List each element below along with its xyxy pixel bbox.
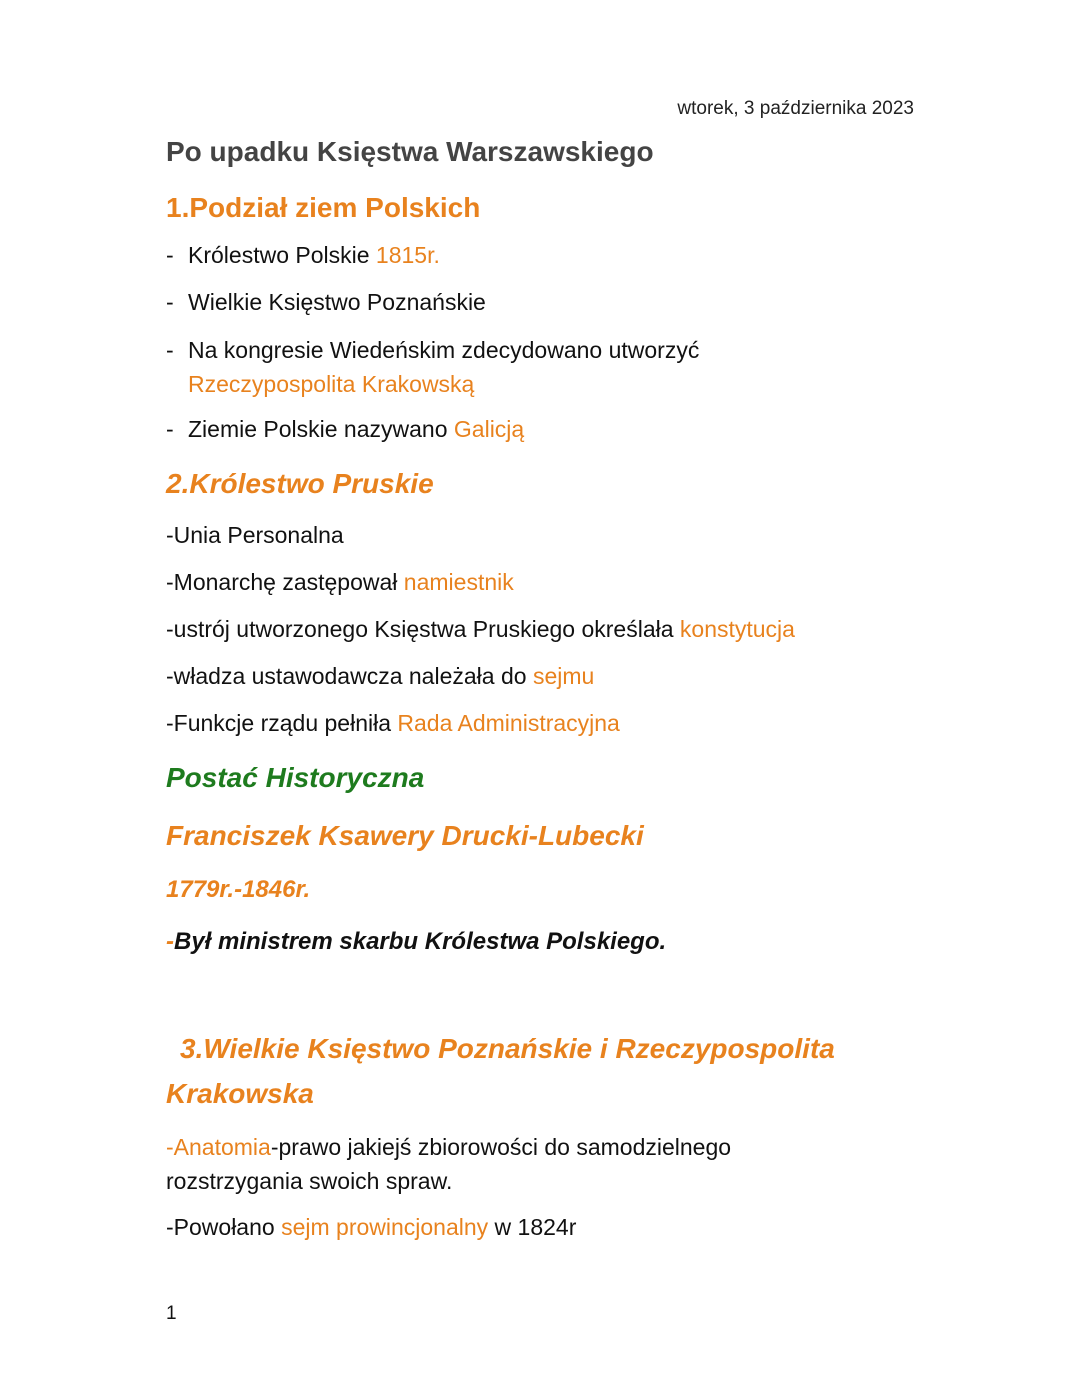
definition-paragraph xyxy=(166,1130,731,1198)
highlight-text: Rzeczypospolita Krakowską xyxy=(188,371,475,397)
highlight-text: 1815r. xyxy=(375,242,440,268)
section-1-heading: 1.Podział ziem Polskich xyxy=(166,192,481,223)
highlight-text: konstytucja xyxy=(679,616,795,642)
highlight-text: namiestnik xyxy=(403,569,514,595)
list-item xyxy=(166,616,795,643)
page-number: 1 xyxy=(166,1303,177,1324)
bullet-dash: - xyxy=(166,289,174,315)
figure-heading: Postać Historyczna xyxy=(166,762,425,793)
list-item xyxy=(166,1214,576,1241)
fact-dash: - xyxy=(166,928,174,955)
figure-name: Franciszek Ksawery Drucki-Lubecki xyxy=(166,820,644,851)
definition-term: -Anatomia xyxy=(166,1134,271,1160)
highlight-text: Galicją xyxy=(453,416,525,442)
list-item-text: Na kongresie Wiedeńskim zdecydowano utworzyć xyxy=(188,337,700,363)
bullet-dash: - xyxy=(166,416,174,442)
list-item xyxy=(166,333,699,401)
highlight-text: Rada Administracyjna xyxy=(397,710,620,736)
list-item-text: -Powołano xyxy=(166,1214,282,1240)
fact-text: Był ministrem skarbu Królestwa Polskiego. xyxy=(174,928,667,955)
highlight-text: sejmu xyxy=(532,663,595,689)
list-item xyxy=(166,710,620,737)
list-item-text: Ziemie Polskie nazywano xyxy=(188,416,454,442)
list-item xyxy=(166,569,514,596)
definition-text-cont: rozstrzygania swoich spraw. xyxy=(166,1168,453,1194)
list-item xyxy=(166,289,486,316)
section-3-heading-line1: 3.Wielkie Księstwo Poznańskie i Rzeczypospolita xyxy=(180,1033,835,1064)
bullet-dash: - xyxy=(166,242,174,268)
list-item-text: Wielkie Księstwo Poznańskie xyxy=(188,289,486,315)
page-title: Po upadku Księstwa Warszawskiego xyxy=(166,136,654,167)
document-date: wtorek, 3 października 2023 xyxy=(677,98,914,119)
list-item-text: -ustrój utworzonego Księstwa Pruskiego określała xyxy=(166,616,680,642)
list-item xyxy=(166,663,594,690)
list-item-text: Królestwo Polskie xyxy=(188,242,376,268)
section-3-heading-line2: Krakowska xyxy=(166,1078,314,1109)
list-item-text: -Funkcje rządu pełniła xyxy=(166,710,398,736)
list-item-text: -Monarchę zastępował xyxy=(166,569,404,595)
bullet-dash: - xyxy=(166,337,174,363)
definition-text: -prawo jakiejś zbiorowości do samodzielnego xyxy=(270,1134,732,1160)
list-item xyxy=(166,416,524,443)
figure-fact xyxy=(166,928,666,956)
list-item xyxy=(166,242,440,269)
list-item-text: -władza ustawodawcza należała do xyxy=(166,663,533,689)
figure-years: 1779r.-1846r. xyxy=(166,876,311,903)
list-item xyxy=(166,522,344,549)
list-item-text: w 1824r xyxy=(488,1214,577,1240)
section-2-heading: 2.Królestwo Pruskie xyxy=(166,468,434,499)
list-item-text: -Unia Personalna xyxy=(166,522,344,548)
highlight-text: sejm prowincjonalny xyxy=(281,1214,489,1240)
